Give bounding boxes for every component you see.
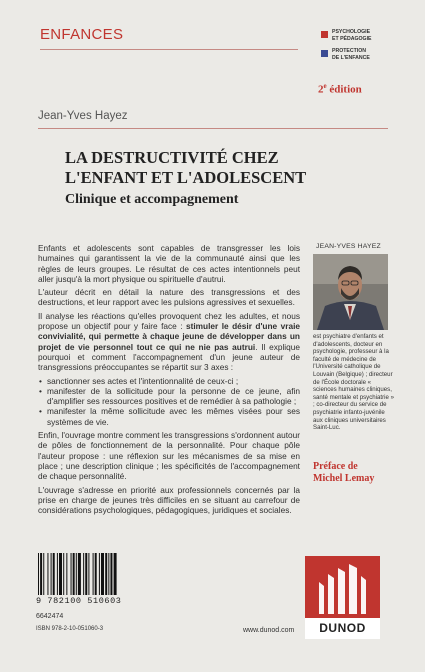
blurb-segment: Il analyse les réactions qu'elles provoquent chez les adultes, et nous propose un objectif pour y faire face : (38, 310, 300, 332)
blue-square-icon (321, 50, 328, 57)
edition-word: édition (326, 83, 362, 96)
publisher-name: DUNOD (305, 618, 380, 639)
category-tag-psychology (321, 29, 372, 42)
blurb-text (38, 243, 300, 518)
barcode-number: 9 782100 510603 (36, 596, 122, 606)
edition-number: 2 (318, 83, 324, 96)
publisher-logo (305, 556, 380, 639)
publisher-website: www.dunod.com (243, 627, 295, 634)
blurb-paragraph: L'ouvrage s'adresse en priorité aux professionnels concernés par la prise en charge de jeunes très difficiles en se situant au carrefour de considérations psychologiques, pédagogiques, juridiques et sociales. (38, 484, 300, 516)
barcode-icon (36, 553, 146, 595)
blurb-paragraph: L'auteur décrit en détail la nature des transgressions et des destructions, et leur rapport avec les pulsions agressives et sexuelles. (38, 287, 300, 308)
list-item: • manifester la même sollicitude avec les mêmes visées pour ses systèmes de vie. (38, 406, 300, 427)
author-photo (313, 254, 388, 330)
category-tags (321, 29, 372, 67)
red-square-icon (321, 31, 328, 38)
edition-label (318, 82, 362, 96)
book-title-line: L'ENFANT ET L'ADOLESCENT (65, 168, 307, 187)
list-item: • manifester de la sollicitude pour la personne de ce jeune, afin d'amplifier ses ressources positives et de remédier à sa pathologie ; (38, 386, 300, 407)
book-title (65, 148, 306, 188)
series-divider (40, 49, 298, 50)
blurb-paragraph (38, 311, 300, 373)
preface-credit: Préface de Michel Lemay (313, 461, 375, 484)
blurb-segment: . Il explique pourquoi et comment l'accompagnement d'un jeune auteur de transgressions préoccupantes se répartit sur 3 axes : (38, 341, 300, 373)
edition-superscript: e (323, 82, 327, 90)
list-item: • sanctionner ses actes et l'intentionnalité de ceux-ci ; (38, 376, 300, 386)
author-bio: est psychiatre d'enfants et d'adolescents, docteur en psychologie, professeur à la faculté de médecine de l'Université catholique de Louvain (Belgique) ; directeur de l'École doctorale « sciences humaines cliniques, santé mentale et psychiatrie » ; co-directeur du service de psychiatrie infanto-juvénile aux cliniques universitaires Saint-Luc. (313, 333, 394, 432)
category-tag-label: PSYCHOLOGIE ET PÉDAGOGIE (332, 29, 372, 42)
blurb-emphasis: stimuler le désir d'une vraie convivialité, qui permette à chaque jeune de développer dans un projet de vie personnel tout ce qui ne nie pas autrui (38, 321, 300, 352)
blurb-list (38, 376, 300, 427)
blurb-paragraph: Enfants et adolescents sont capables de transgresser les lois humaines qui garantissent la vie de la communauté ainsi que les règles de leurs groupes. Le résultat de ces actes intentionnels peut aller jusqu'à la mort physique ou spirituelle d'autrui. (38, 243, 300, 284)
author-name: Jean-Yves Hayez (38, 110, 128, 122)
category-tag-label: PROTECTION DE L'ENFANCE (332, 48, 370, 61)
dunod-emblem-icon (305, 556, 380, 618)
isbn: ISBN 978-2-10-051060-3 (36, 626, 104, 632)
photo-caption: JEAN-YVES HAYEZ (316, 243, 381, 250)
product-code: 6642474 (36, 613, 64, 620)
book-title-line: LA DESTRUCTIVITÉ CHEZ (65, 148, 279, 167)
book-subtitle: Clinique et accompagnement (65, 192, 239, 207)
author-portrait-icon (313, 254, 388, 330)
series-name: ENFANCES (40, 26, 124, 43)
category-tag-protection (321, 48, 372, 61)
author-divider (38, 128, 388, 129)
blurb-paragraph: Enfin, l'ouvrage montre comment les transgressions s'ordonnent autour de pôles de fonctionnement de la personnalité. Pour chaque pôle l'auteur propose : une réflexion sur les mécanismes de sa mise en place ; une description clinique ; les spécificités de l'accompagnement de chaque personnalité. (38, 430, 300, 482)
